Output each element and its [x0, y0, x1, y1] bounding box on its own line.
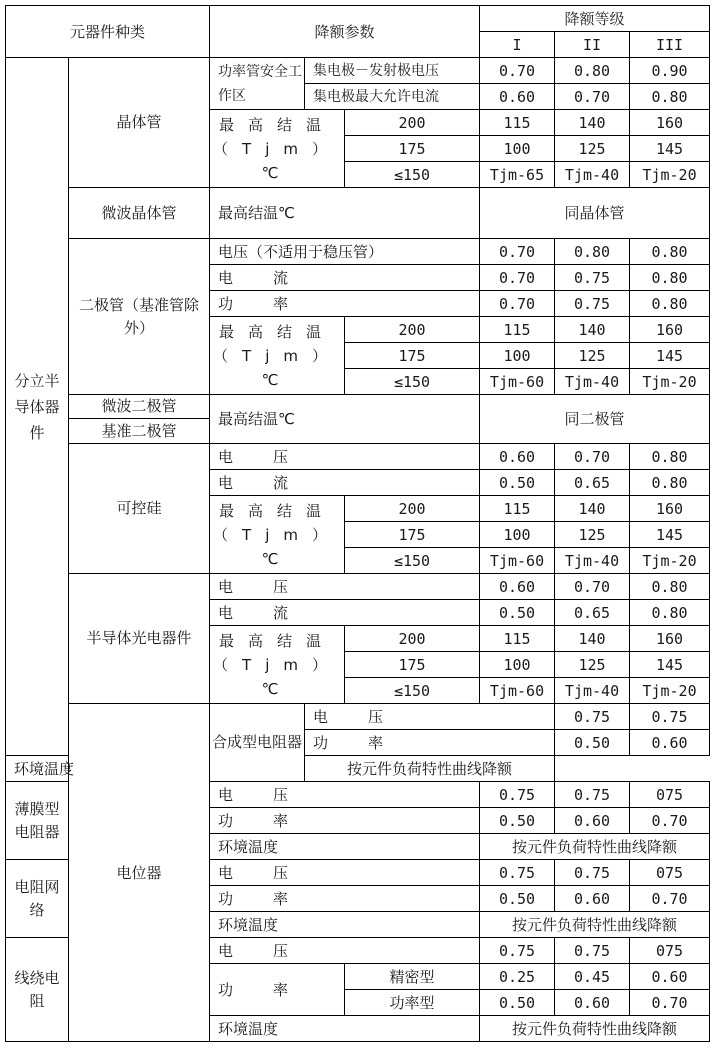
- res0-env-label: 环境温度: [6, 756, 305, 782]
- cell-cond: ≤150: [345, 369, 480, 395]
- res0-voltage-label: 电压: [305, 704, 555, 730]
- ww-precision-label: 精密型: [345, 964, 480, 990]
- mw-transistor-value: 同晶体管: [480, 188, 710, 239]
- cell-value: 140: [555, 110, 630, 136]
- cell-value: 0.80: [630, 265, 710, 291]
- cell-value: 0.70: [480, 58, 555, 84]
- transistor-soa-label: 功率管安全工作区: [210, 58, 305, 110]
- cell-value: 125: [555, 522, 630, 548]
- res2-env-label: 环境温度: [210, 912, 480, 938]
- cell-value: 0.80: [555, 58, 630, 84]
- cell-value: 100: [480, 522, 555, 548]
- cell-value: 0.70: [555, 574, 630, 600]
- cell-value: 0.70: [555, 444, 630, 470]
- cell-value: 075: [630, 860, 710, 886]
- cell-value: 100: [480, 136, 555, 162]
- cell-cond: 175: [345, 136, 480, 162]
- cell-value: 0.70: [630, 808, 710, 834]
- cell-value: 0.75: [480, 782, 555, 808]
- ww-name: 线绕电阻: [6, 938, 69, 1042]
- cell-value: 160: [630, 626, 710, 652]
- derating-table: [5, 5, 710, 1042]
- ww-powertype-label: 功率型: [345, 990, 480, 1016]
- mw-diode-row: [6, 395, 710, 444]
- cell-value: 0.75: [480, 938, 555, 964]
- mw-transistor-param: 最高结温℃: [210, 188, 480, 239]
- cell-value: 0.50: [480, 886, 555, 912]
- scr-tj-label: 最高结温（Tjm）℃: [210, 496, 345, 574]
- cell-cond: 175: [345, 652, 480, 678]
- cell-value: 0.80: [630, 291, 710, 317]
- res1-name: 薄膜型电阻器: [6, 782, 69, 860]
- opto-name: 半导体光电器件: [69, 574, 210, 704]
- scr-voltage-label: 电压: [210, 444, 480, 470]
- cell-value: 0.45: [555, 964, 630, 990]
- cell-value: 0.50: [480, 808, 555, 834]
- res2-name: 电阻网络: [6, 860, 69, 938]
- cell-value: Tjm-65: [480, 162, 555, 188]
- cell-value: 140: [555, 317, 630, 343]
- cell-value: Tjm-60: [480, 678, 555, 704]
- mw-diode-param: 最高结温℃: [210, 395, 480, 444]
- cell-value: 160: [630, 317, 710, 343]
- cell-value: 0.80: [630, 444, 710, 470]
- cell-value: 125: [555, 343, 630, 369]
- cell-value: 0.60: [555, 808, 630, 834]
- scr-name: 可控硅: [69, 444, 210, 574]
- header-row-1: [6, 6, 710, 32]
- res0-power-label: 功率: [305, 730, 555, 756]
- cell-cond: ≤150: [345, 162, 480, 188]
- diode-voltage-label: 电压（不适用于稳压管）: [210, 239, 480, 265]
- cell-value: 0.75: [480, 860, 555, 886]
- cell-value: 0.50: [480, 990, 555, 1016]
- cell-value: 0.65: [555, 470, 630, 496]
- cell-value: 0.90: [630, 58, 710, 84]
- section-pot: 电位器: [69, 704, 210, 1042]
- cell-value: 0.60: [480, 574, 555, 600]
- res1-voltage-label: 电压: [210, 782, 480, 808]
- cell-value: 115: [480, 626, 555, 652]
- cell-value: 145: [630, 136, 710, 162]
- cell-value: 160: [630, 110, 710, 136]
- cell-value: 0.80: [630, 470, 710, 496]
- transistor-vce-label: 集电极－发射极电压: [305, 58, 480, 84]
- ww-env-value: 按元件负荷特性曲线降额: [480, 1016, 710, 1042]
- res1-env-value: 按元件负荷特性曲线降额: [480, 834, 710, 860]
- cell-value: 0.80: [555, 239, 630, 265]
- cell-value: Tjm-40: [555, 162, 630, 188]
- cell-value: Tjm-20: [630, 369, 710, 395]
- diode-tj-label: 最高结温（Tjm）℃: [210, 317, 345, 395]
- res0-voltage-row: [6, 704, 710, 730]
- cell-value: 0.65: [555, 600, 630, 626]
- scr-current-label: 电流: [210, 470, 480, 496]
- ww-voltage-label: 电压: [210, 938, 480, 964]
- cell-value: 0.75: [630, 704, 710, 730]
- cell-cond: 175: [345, 343, 480, 369]
- diode-voltage-row: [6, 239, 710, 265]
- ww-power-label: 功率: [210, 964, 345, 1016]
- ref-diode-name: 基准二极管: [101, 422, 177, 440]
- mw-diode-names: [69, 395, 210, 444]
- cell-value: 0.60: [480, 84, 555, 110]
- mw-diode-name: 微波二极管: [69, 395, 209, 419]
- diode-power-label: 功率: [210, 291, 480, 317]
- cell-value: 145: [630, 343, 710, 369]
- cell-value: 145: [630, 522, 710, 548]
- res1-power-label: 功率: [210, 808, 480, 834]
- cell-value: 0.50: [480, 600, 555, 626]
- header-level-2: II: [555, 32, 630, 58]
- cell-value: 0.75: [555, 860, 630, 886]
- res2-voltage-label: 电压: [210, 860, 480, 886]
- transistor-vce-row: [6, 58, 710, 84]
- cell-value: 115: [480, 317, 555, 343]
- cell-value: 0.60: [630, 964, 710, 990]
- header-level-1: I: [480, 32, 555, 58]
- transistor-tj-label: 最高结温（Tjm）℃: [210, 110, 345, 188]
- transistor-ic-label: 集电极最大允许电流: [305, 84, 480, 110]
- res0-env-value: 按元件负荷特性曲线降额: [305, 756, 555, 782]
- header-parameter: 降额参数: [210, 6, 480, 58]
- cell-value: Tjm-40: [555, 369, 630, 395]
- cell-value: 0.80: [630, 239, 710, 265]
- opto-voltage-row: [6, 574, 710, 600]
- cell-value: Tjm-60: [480, 548, 555, 574]
- cell-cond: ≤150: [345, 548, 480, 574]
- cell-value: 100: [480, 343, 555, 369]
- header-level-3: III: [630, 32, 710, 58]
- cell-cond: 175: [345, 522, 480, 548]
- cell-value: 125: [555, 136, 630, 162]
- cell-value: 115: [480, 496, 555, 522]
- cell-value: 0.70: [630, 886, 710, 912]
- cell-cond: 200: [345, 317, 480, 343]
- res2-power-label: 功率: [210, 886, 480, 912]
- cell-value: Tjm-20: [630, 162, 710, 188]
- cell-cond: 200: [345, 496, 480, 522]
- cell-value: 160: [630, 496, 710, 522]
- opto-current-label: 电流: [210, 600, 480, 626]
- header-level: 降额等级: [480, 6, 710, 32]
- diode-current-label: 电流: [210, 265, 480, 291]
- cell-value: Tjm-40: [555, 548, 630, 574]
- cell-value: 0.60: [630, 730, 710, 756]
- cell-value: 140: [555, 626, 630, 652]
- cell-value: 115: [480, 110, 555, 136]
- cell-value: 0.75: [555, 704, 630, 730]
- cell-cond: 200: [345, 110, 480, 136]
- cell-value: Tjm-20: [630, 548, 710, 574]
- cell-cond: 200: [345, 626, 480, 652]
- cell-value: 125: [555, 652, 630, 678]
- diode-name: 二极管（基准管除外）: [69, 239, 210, 395]
- cell-value: 0.60: [480, 444, 555, 470]
- cell-value: 0.75: [555, 938, 630, 964]
- transistor-name: 晶体管: [69, 58, 210, 188]
- mw-transistor-name: 微波晶体管: [69, 188, 210, 239]
- cell-value: 0.70: [480, 239, 555, 265]
- cell-value: 0.75: [555, 291, 630, 317]
- cell-value: 0.80: [630, 600, 710, 626]
- res0-name: 合成型电阻器: [210, 704, 305, 782]
- cell-value: 0.70: [630, 990, 710, 1016]
- cell-value: 0.75: [555, 265, 630, 291]
- cell-value: Tjm-20: [630, 678, 710, 704]
- cell-value: 0.70: [555, 84, 630, 110]
- res1-env-label: 环境温度: [210, 834, 480, 860]
- cell-value: 0.80: [630, 574, 710, 600]
- cell-value: 0.60: [555, 990, 630, 1016]
- cell-value: 075: [630, 782, 710, 808]
- cell-value: 0.70: [480, 291, 555, 317]
- cell-value: 0.50: [480, 470, 555, 496]
- cell-value: Tjm-40: [555, 678, 630, 704]
- mw-diode-value: 同二极管: [480, 395, 710, 444]
- cell-value: 0.80: [630, 84, 710, 110]
- cell-value: 0.25: [480, 964, 555, 990]
- scr-voltage-row: [6, 444, 710, 470]
- cell-value: 100: [480, 652, 555, 678]
- cell-value: Tjm-60: [480, 369, 555, 395]
- opto-voltage-label: 电压: [210, 574, 480, 600]
- cell-value: 145: [630, 652, 710, 678]
- section-discrete: 分立半导体器件: [6, 58, 69, 756]
- header-category: 元器件种类: [6, 6, 210, 58]
- res0-env-row: [6, 756, 710, 782]
- cell-cond: ≤150: [345, 678, 480, 704]
- cell-value: 0.50: [555, 730, 630, 756]
- cell-value: 140: [555, 496, 630, 522]
- res2-env-value: 按元件负荷特性曲线降额: [480, 912, 710, 938]
- cell-value: 0.75: [555, 782, 630, 808]
- mw-transistor-row: [6, 188, 710, 239]
- opto-tj-label: 最高结温（Tjm）℃: [210, 626, 345, 704]
- cell-value: 075: [630, 938, 710, 964]
- cell-value: 0.60: [555, 886, 630, 912]
- ww-env-label: 环境温度: [210, 1016, 480, 1042]
- cell-value: 0.70: [480, 265, 555, 291]
